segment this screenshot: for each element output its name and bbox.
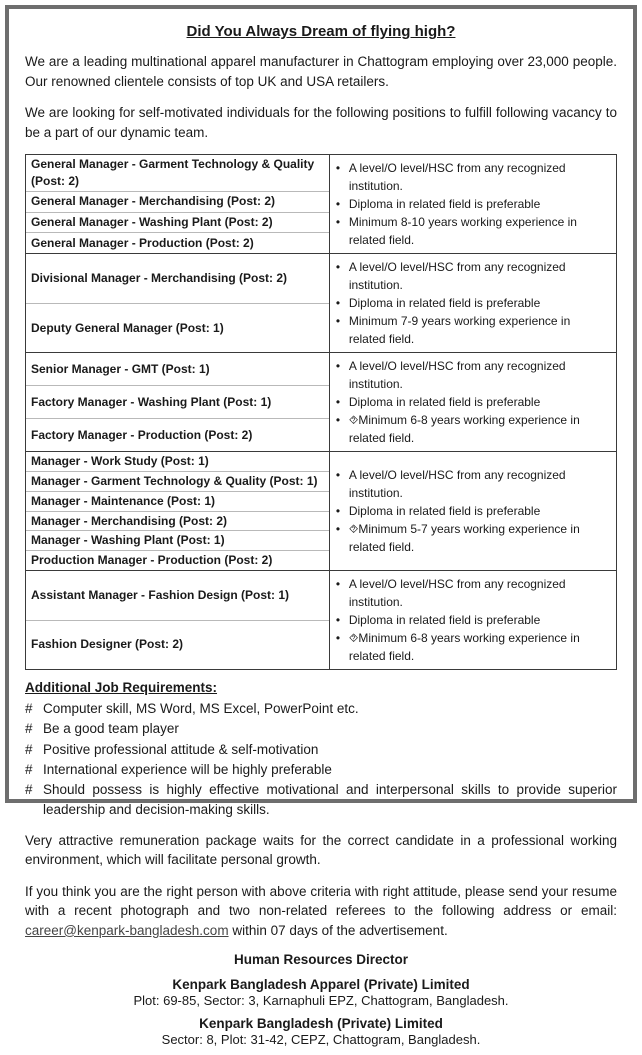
position-item: Factory Manager - Washing Plant (Post: 1): [26, 385, 329, 418]
intro-paragraph-1: We are a leading multinational apparel manufacturer in Chattogram employing over 23,000 people. Our renowned clientele consists of top UK and USA retailers.: [25, 54, 617, 89]
hash-icon: #: [25, 701, 33, 717]
requirement-item: • Diploma in related field is preferable: [335, 197, 541, 212]
bullet-icon: •: [335, 161, 341, 176]
requirements-cell: [330, 452, 616, 570]
positions-cell: [26, 452, 330, 570]
requirement-item: • ⯑Minimum 5-7 years working experience in related field.: [335, 522, 580, 555]
bullet-icon: •: [335, 296, 341, 311]
advert-content: [9, 9, 633, 1055]
bullet-icon: •: [335, 314, 341, 329]
remuneration-paragraph: Very attractive remuneration package waits for the correct candidate in a professional working environment, which will facilitate personal growth.: [25, 832, 617, 868]
hash-icon: #: [25, 741, 33, 757]
requirement-item: • A level/O level/HSC from any recognized institution.: [335, 359, 566, 392]
positions-cell: [26, 353, 330, 451]
bullet-icon: •: [335, 197, 341, 212]
requirement-item: • Diploma in related field is preferable: [335, 613, 541, 628]
additional-requirement-item: # Positive professional attitude & self-motivation: [25, 740, 617, 760]
position-item: Factory Manager - Production (Post: 2): [26, 418, 329, 451]
position-item: Divisional Manager - Merchandising (Post: 2): [31, 271, 288, 286]
bullet-icon: •: [335, 631, 341, 646]
bullet-icon: •: [335, 577, 341, 592]
position-item: General Manager - Washing Plant (Post: 2): [26, 212, 329, 233]
table-row: [26, 253, 616, 352]
positions-cell: [26, 254, 330, 352]
position-item: Manager - Garment Technology & Quality (Post: 1): [26, 471, 329, 491]
company1-name: Kenpark Bangladesh Apparel (Private) Limited: [172, 977, 470, 993]
requirement-item: • A level/O level/HSC from any recognized institution.: [335, 161, 566, 194]
additional-requirement-item: # Be a good team player: [25, 719, 617, 739]
bullet-icon: •: [335, 215, 341, 230]
table-row: [26, 451, 616, 570]
table-row: [26, 570, 616, 669]
page-border-frame: [5, 5, 637, 1048]
requirement-item: • A level/O level/HSC from any recognized institution.: [335, 577, 566, 610]
apply-paragraph: [25, 882, 617, 941]
bullet-icon: •: [335, 522, 341, 537]
position-item: Deputy General Manager (Post: 1): [26, 303, 329, 353]
position-item: Fashion Designer (Post: 2): [26, 620, 329, 670]
bullet-icon: •: [335, 413, 341, 428]
requirement-item: • Diploma in related field is preferable: [335, 296, 541, 311]
requirement-item: • Minimum 7-9 years working experience in related field.: [335, 314, 571, 347]
position-item: Assistant Manager - Fashion Design (Post: 1): [31, 587, 290, 602]
company2-name: Kenpark Bangladesh (Private) Limited: [199, 1016, 443, 1032]
position-item: General Manager - Merchandising (Post: 2): [26, 191, 329, 212]
position-item: Manager - Washing Plant (Post: 1): [26, 530, 329, 550]
bullet-icon: •: [335, 260, 341, 275]
hash-icon: #: [25, 761, 33, 777]
email-link[interactable]: career@kenpark-bangladesh.com: [25, 922, 229, 938]
requirements-cell: [330, 353, 616, 451]
ad-title: Did You Always Dream of flying high?: [186, 23, 456, 40]
requirement-item: • Diploma in related field is preferable: [335, 395, 541, 410]
positions-table: [25, 154, 617, 670]
table-row: [26, 352, 616, 451]
bullet-icon: •: [335, 395, 341, 410]
signatory-title: Human Resources Director: [233, 952, 409, 968]
additional-requirement-item: # International experience will be highly preferable: [25, 760, 617, 780]
position-item: Manager - Maintenance (Post: 1): [26, 491, 329, 511]
bullet-icon: •: [335, 359, 341, 374]
requirement-item: • ⯑Minimum 6-8 years working experience in related field.: [335, 413, 580, 446]
apply-text-pre: If you think you are the right person with above criteria with right attitude, please send your resume with a recent photograph and two non-related referees to the following address or email:: [25, 883, 617, 919]
company1-address: Plot: 69-85, Sector: 3, Karnaphuli EPZ, Chattogram, Bangladesh.: [133, 993, 509, 1009]
position-item: Production Manager - Production (Post: 2): [26, 550, 329, 570]
requirement-item: • A level/O level/HSC from any recognized institution.: [335, 468, 566, 501]
bullet-icon: •: [335, 468, 341, 483]
additional-requirement-item: # Computer skill, MS Word, MS Excel, PowerPoint etc.: [25, 699, 617, 719]
requirement-item: • Minimum 8-10 years working experience in related field.: [335, 215, 577, 248]
requirements-cell: [330, 571, 616, 669]
position-item: Senior Manager - GMT (Post: 1): [31, 361, 210, 376]
intro-paragraph-2: We are looking for self-motivated individuals for the following positions to fulfill following vacancy to be a part of our dynamic team.: [25, 105, 617, 140]
requirement-item: • ⯑Minimum 6-8 years working experience in related field.: [335, 631, 580, 664]
requirement-item: • Diploma in related field is preferable: [335, 504, 541, 519]
additional-requirements-heading: Additional Job Requirements:: [25, 680, 218, 696]
table-row: [26, 155, 616, 253]
positions-cell: [26, 571, 330, 669]
position-item: Manager - Work Study (Post: 1): [31, 454, 209, 469]
bullet-icon: •: [335, 613, 341, 628]
bullet-icon: •: [335, 504, 341, 519]
requirements-cell: [330, 155, 616, 253]
position-item: General Manager - Production (Post: 2): [26, 232, 329, 253]
requirement-item: • A level/O level/HSC from any recognized institution.: [335, 260, 566, 293]
apply-text-post: within 07 days of the advertisement.: [232, 922, 448, 938]
position-item: Manager - Merchandising (Post: 2): [26, 511, 329, 531]
hash-icon: #: [25, 721, 33, 737]
positions-cell: [26, 155, 330, 253]
hash-icon: #: [25, 782, 33, 798]
additional-requirement-item: # Should possess is highly effective motivational and interpersonal skills to provide superior leadership and decision-making skills.: [25, 780, 617, 821]
requirements-cell: [330, 254, 616, 352]
position-item: General Manager - Garment Technology & Quality (Post: 2): [31, 157, 315, 189]
company2-address: Sector: 8, Plot: 31-42, CEPZ, Chattogram, Bangladesh.: [161, 1032, 481, 1048]
